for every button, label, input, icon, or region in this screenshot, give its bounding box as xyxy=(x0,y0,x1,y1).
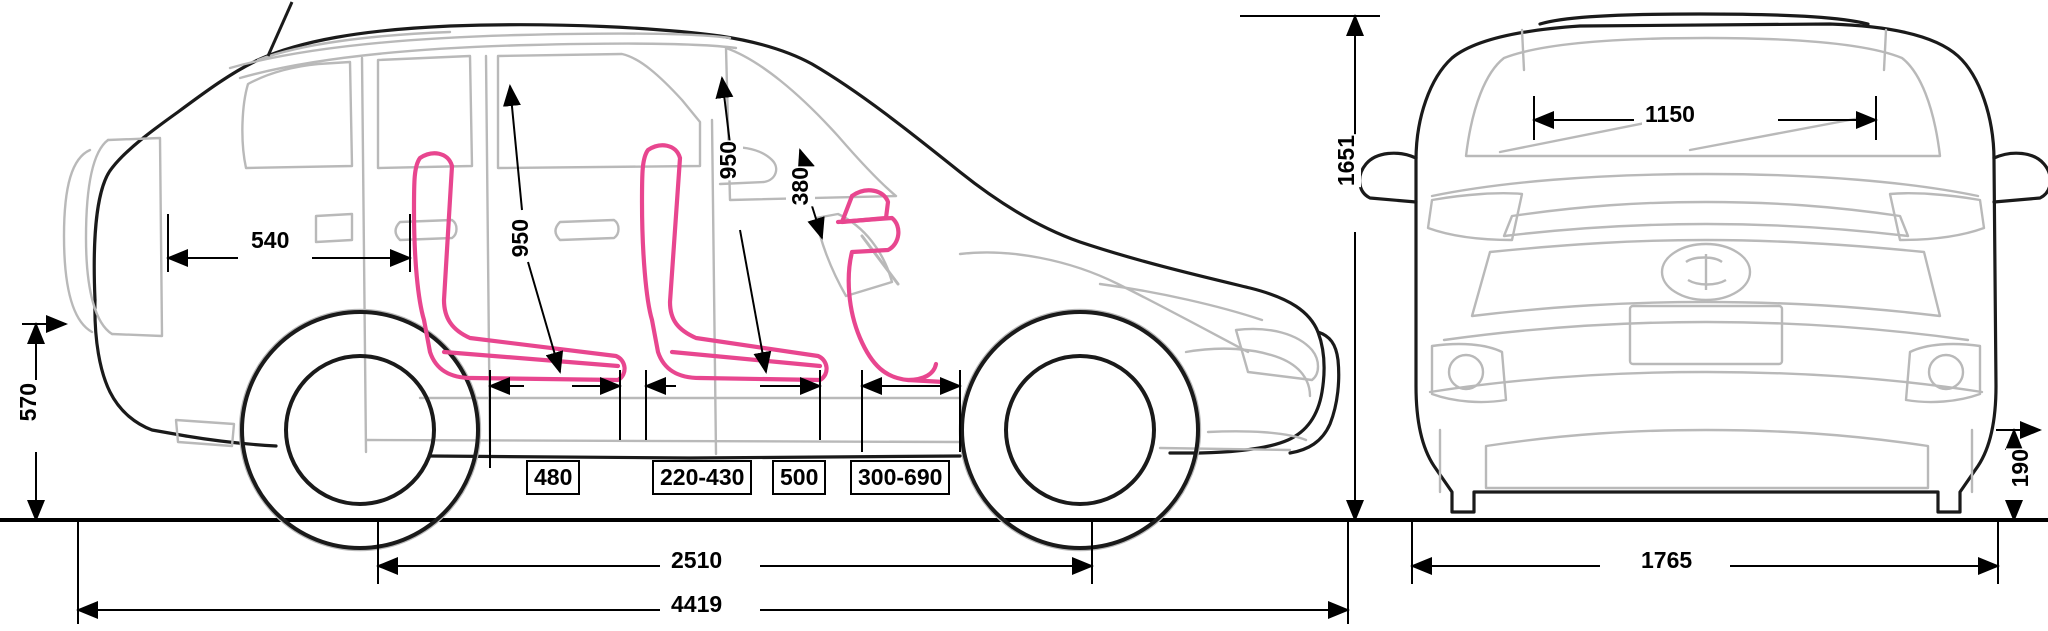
dim-shoulder-width: 1150 xyxy=(1642,102,1698,127)
dim-overall-length: 4419 xyxy=(668,592,725,617)
dim-door-width: 540 xyxy=(248,228,292,253)
side-view-dimension-lines xyxy=(22,16,1380,624)
dim-rear-headroom: 950 xyxy=(715,141,741,180)
dim-seat-angle: 380 xyxy=(787,167,813,206)
dim-overall-height: 1651 xyxy=(1333,135,1359,187)
dim-seat-spacing: 220-430 xyxy=(652,460,752,495)
dim-front-headroom: 950 xyxy=(507,219,533,258)
dim-ground-clearance: 190 xyxy=(2007,449,2033,488)
front-view-body xyxy=(1360,14,2048,512)
side-view-seats xyxy=(414,145,944,382)
dim-overall-width: 1765 xyxy=(1638,548,1695,573)
dim-rear-cushion: 500 xyxy=(772,460,826,495)
side-view-wheels xyxy=(242,312,1198,548)
dim-wheelbase: 2510 xyxy=(668,548,725,573)
chery-logo-icon xyxy=(1662,244,1750,300)
dim-sill-height: 570 xyxy=(15,383,41,422)
dim-cargo-length: 300-690 xyxy=(850,460,950,495)
dim-front-cushion: 480 xyxy=(526,460,580,495)
